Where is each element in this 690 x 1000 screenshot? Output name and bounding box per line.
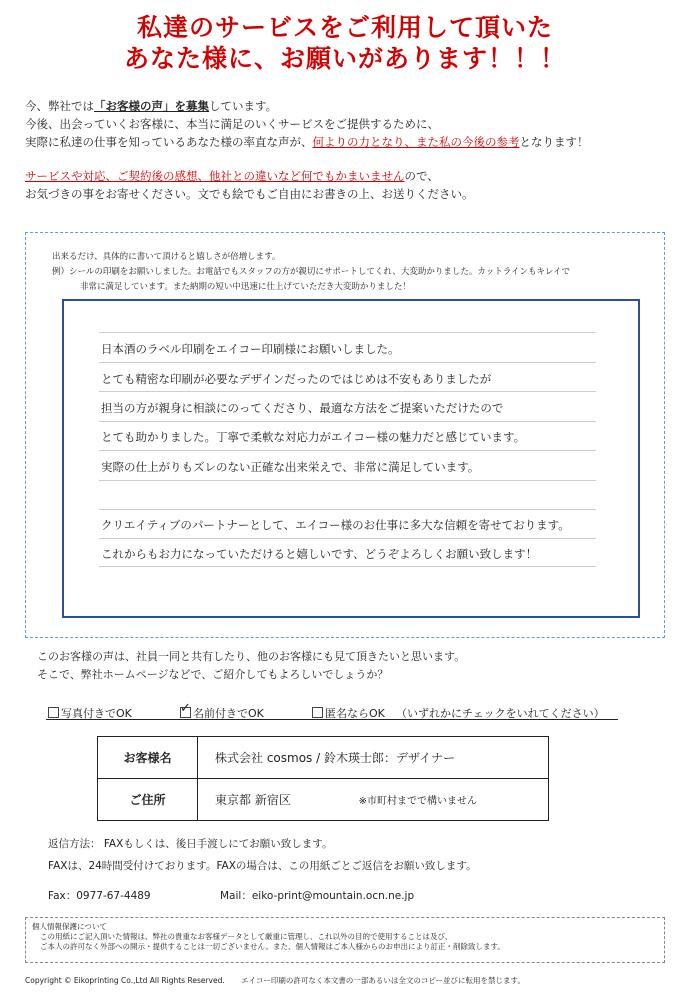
footer: [25, 975, 525, 986]
privacy-line-2: ご本人の許可なく外部への開示・提供することは一切ございません。また、個人情報はご本人様からのお申出により訂正・削除致します。: [40, 942, 505, 951]
intro-line-1: [25, 97, 277, 115]
copyright-text: Copyright © Eikoprinting Co.,Ltd All Rights Reserved.: [25, 976, 225, 985]
ruled-line: [99, 509, 596, 510]
ruled-line: [99, 332, 596, 333]
guidance-line-2: 例）シールの印刷をお願いしました。お電話でもスタッフの方が親切にサポートしてくれ、大変助かりました。カットラインもキレイで: [52, 267, 570, 277]
testimonial-line: クリエイティブのパートナーとして、エイコー様のお仕事に多大な信頼を寄せております。: [101, 518, 570, 532]
address-cell[interactable]: [198, 779, 549, 821]
option-note: （いずれかにチェックをいれてください）: [396, 707, 605, 720]
intro-text: しています。: [209, 99, 278, 113]
testimonial-line: とても精密な印刷が必要なデザインだったのではじめは不安もありましたが: [101, 372, 492, 386]
title-line-1: 私達のサービスをご利用して頂いた: [136, 13, 553, 42]
options-underline: [46, 719, 618, 720]
checkbox-anonymous[interactable]: [312, 707, 323, 718]
ruled-line: [99, 480, 596, 481]
guidance-line-1: 出来るだけ、具体的に書いて頂けると嬉しさが倍増します。: [52, 252, 281, 262]
customer-name-value[interactable]: 株式会社 cosmos / 鈴木瑛士郎：デザイナー: [198, 737, 549, 779]
guidance-line-3: 非常に満足しています。また納期の短い中迅速に仕上げていただき大変助かりました！: [80, 282, 411, 292]
consent-line-1: このお客様の声は、社員一同と共有したり、他のお客様にも見て頂きたいと思います。: [37, 650, 466, 663]
copy-notice: エイコー印刷の許可なく本文書の一部あるいは全文のコピー並びに転用を禁じます。: [241, 976, 525, 985]
intro-line-2: 今後、出会っていくお客様に、本当に満足のいくサービスをご提供するために、: [25, 117, 439, 131]
ruled-line: [99, 450, 596, 451]
testimonial-line: これからもお力になっていただけると嬉しいです、どうぞよろしくお願い致します！: [101, 547, 538, 561]
page-title: [0, 12, 690, 74]
customer-name-label: お客様名: [98, 737, 198, 779]
ruled-line: [99, 538, 596, 539]
testimonial-line: 担当の方が親身に相談にのってくださり、最適な方法をご提案いただけたので: [101, 401, 504, 415]
option-label: 写真付きでOK: [61, 707, 132, 720]
reply-line-1: 返信方法： FAXもしくは、後日手渡しにてお願い致します。: [48, 838, 333, 850]
testimonial-line: 実際の仕上がりもズレのない正確な出来栄えで、非常に満足しています。: [101, 460, 480, 474]
testimonial-line: とても助かりました。丁寧で柔軟な対応力がエイコー様の魅力だと感じています。: [101, 430, 526, 444]
option-label: 匿名ならOK: [325, 707, 385, 720]
checkbox-photo[interactable]: [48, 707, 59, 718]
ruled-line: [99, 362, 596, 363]
table-row: [98, 779, 549, 821]
intro-line-3: [25, 133, 589, 151]
intro-text: となります！: [519, 135, 589, 149]
ruled-line: [99, 421, 596, 422]
reply-line-2: FAXは、24時間受付けております。FAXの場合は、この用紙ごとご返信をお願い致します。: [48, 860, 477, 872]
intro-text: 実際に私達の仕事を知っているあなた様の率直な声が、: [25, 135, 313, 149]
option-label: 名前付きでOK: [193, 707, 264, 720]
consent-line-2: そこで、弊社ホームページなどで、ご紹介してもよろしいでしょうか？: [37, 668, 389, 681]
intro-text: 今、弊社では: [25, 99, 94, 113]
customer-info-table: [97, 736, 549, 821]
intro-line-5: お気づきの事をお寄せください。文でも絵でもご自由にお書きの上、お送りください。: [25, 187, 474, 201]
privacy-title: 個人情報保護について: [32, 922, 107, 931]
intro-line-4: [25, 167, 439, 185]
intro-emphasis: サービスや対応、ご契約後の感想、他社との違いなど何でもかまいません: [25, 169, 405, 183]
mail-address[interactable]: Mail：eiko-print@mountain.ocn.ne.jp: [220, 890, 415, 902]
privacy-line-1: この用紙にご記入頂いた情報は、弊社の貴重なお客様データとして厳重に管理し、これ以外の目的で使用することは及び、: [40, 932, 453, 941]
table-row: [98, 737, 549, 779]
ruled-line: [99, 391, 596, 392]
checkbox-name[interactable]: [180, 701, 191, 718]
privacy-box: [25, 917, 665, 963]
address-note: ※市町村までで構いません: [358, 796, 478, 807]
testimonial-line: 日本酒のラベル印刷をエイコー印刷様にお願いしました。: [101, 342, 400, 356]
fax-number: Fax：0977-67-4489: [48, 890, 151, 902]
checkmark-icon: ✓: [180, 701, 191, 716]
intro-emphasis: 何よりの力となり、また私の今後の参考: [312, 135, 520, 149]
title-line-2: あなた様に、お願いがあります！！！: [123, 44, 566, 73]
ruled-line: [99, 566, 596, 567]
address-value: 東京都 新宿区: [215, 793, 291, 807]
address-label: ご住所: [98, 779, 198, 821]
intro-highlight: 「お客様の声」を募集: [94, 99, 209, 113]
intro-text: ので、: [404, 169, 439, 183]
